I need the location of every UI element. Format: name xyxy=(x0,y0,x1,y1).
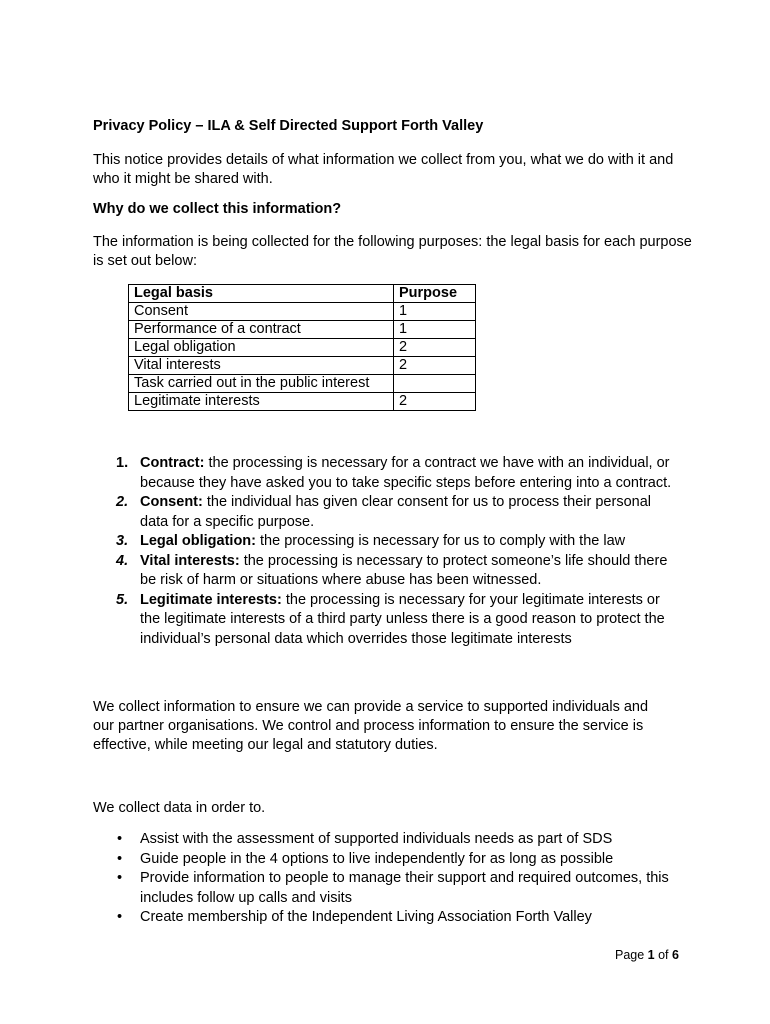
page-current: 1 xyxy=(647,948,655,962)
list-number: 1. xyxy=(116,455,129,471)
why-heading: Why do we collect this information? xyxy=(93,201,342,217)
table-row xyxy=(129,375,476,393)
purposes-intro: The information is being collected for the following purposes: the legal basis for each purpose is set out below: xyxy=(93,234,692,269)
cell-purpose xyxy=(394,375,476,393)
list-text: the processing is necessary to protect someone’s life should there be risk of harm or situations where abuse has been witnessed. xyxy=(140,552,668,588)
bullet-text: Create membership of the Independent Living Association Forth Valley xyxy=(140,909,592,925)
page-number xyxy=(615,948,679,962)
legal-basis-table xyxy=(128,284,476,411)
cell-purpose: 2 xyxy=(394,339,476,357)
list-item xyxy=(110,552,680,591)
list-number: 4. xyxy=(116,552,129,569)
header-legal-basis: Legal basis xyxy=(129,285,394,303)
list-text: the processing is necessary for a contract we have with an individual, or because they have asked you to take specific steps before entering into a contract. xyxy=(140,455,672,491)
list-item xyxy=(110,454,680,493)
page-title: Privacy Policy – ILA & Self Directed Support Forth Valley xyxy=(93,118,484,134)
list-term: Vital interests: xyxy=(140,552,240,569)
list-term: Consent: xyxy=(140,494,203,510)
list-item xyxy=(110,830,670,850)
intro-paragraph: This notice provides details of what information we collect from you, what we do with it and who it might be shared with. xyxy=(93,152,674,187)
collect-data-intro: We collect data in order to. xyxy=(93,800,266,816)
list-item xyxy=(110,493,680,532)
cell-basis: Task carried out in the public interest xyxy=(129,375,394,393)
collect-bullets xyxy=(110,830,670,928)
bullet-icon: • xyxy=(117,831,123,847)
cell-basis: Vital interests xyxy=(129,357,394,375)
list-number: 5. xyxy=(116,591,129,608)
table-row xyxy=(129,339,476,357)
bullet-icon: • xyxy=(117,850,123,867)
cell-basis: Legitimate interests xyxy=(129,393,394,411)
list-item xyxy=(110,869,670,908)
bullet-text: Provide information to people to manage their support and required outcomes, this includes follow up calls and visits xyxy=(140,870,669,906)
table-row xyxy=(129,393,476,411)
bullet-icon: • xyxy=(117,909,123,925)
list-item xyxy=(110,850,670,870)
cell-purpose: 2 xyxy=(394,393,476,411)
bullet-icon: • xyxy=(117,870,123,886)
list-number: 3. xyxy=(116,533,129,549)
collect-paragraph: We collect information to ensure we can provide a service to supported individuals and our partner organisations. We control and process information to ensure the service is effective, while meeting our legal and statutory duties. xyxy=(93,699,649,753)
cell-basis: Consent xyxy=(129,303,394,321)
list-item xyxy=(110,908,670,928)
list-text: the individual has given clear consent for us to process their personal data for a specific purpose. xyxy=(140,494,651,530)
bullet-text: Assist with the assessment of supported individuals needs as part of SDS xyxy=(140,831,613,847)
lawful-basis-list xyxy=(110,454,680,649)
table-header-row xyxy=(129,285,476,303)
cell-purpose: 1 xyxy=(394,321,476,339)
table-row xyxy=(129,357,476,375)
page-prefix: Page xyxy=(615,948,648,962)
page-of: of xyxy=(654,948,672,962)
table-row xyxy=(129,321,476,339)
cell-basis: Legal obligation xyxy=(129,339,394,357)
page-total: 6 xyxy=(672,948,679,962)
list-item xyxy=(110,591,680,650)
list-number: 2. xyxy=(116,494,129,510)
table-row xyxy=(129,303,476,321)
list-item xyxy=(110,532,680,552)
list-term: Contract: xyxy=(140,455,205,471)
list-text: the processing is necessary for us to comply with the law xyxy=(256,533,626,549)
list-text: the processing is necessary for your legitimate interests or the legitimate interests of a third party unless there is a good reason to protect the individual’s personal data which overrides those legitimate interests xyxy=(140,591,665,647)
cell-purpose: 2 xyxy=(394,357,476,375)
cell-purpose: 1 xyxy=(394,303,476,321)
cell-basis: Performance of a contract xyxy=(129,321,394,339)
list-term: Legitimate interests: xyxy=(140,591,282,608)
header-purpose: Purpose xyxy=(394,285,476,303)
list-term: Legal obligation: xyxy=(140,533,256,549)
bullet-text: Guide people in the 4 options to live independently for as long as possible xyxy=(140,850,614,867)
